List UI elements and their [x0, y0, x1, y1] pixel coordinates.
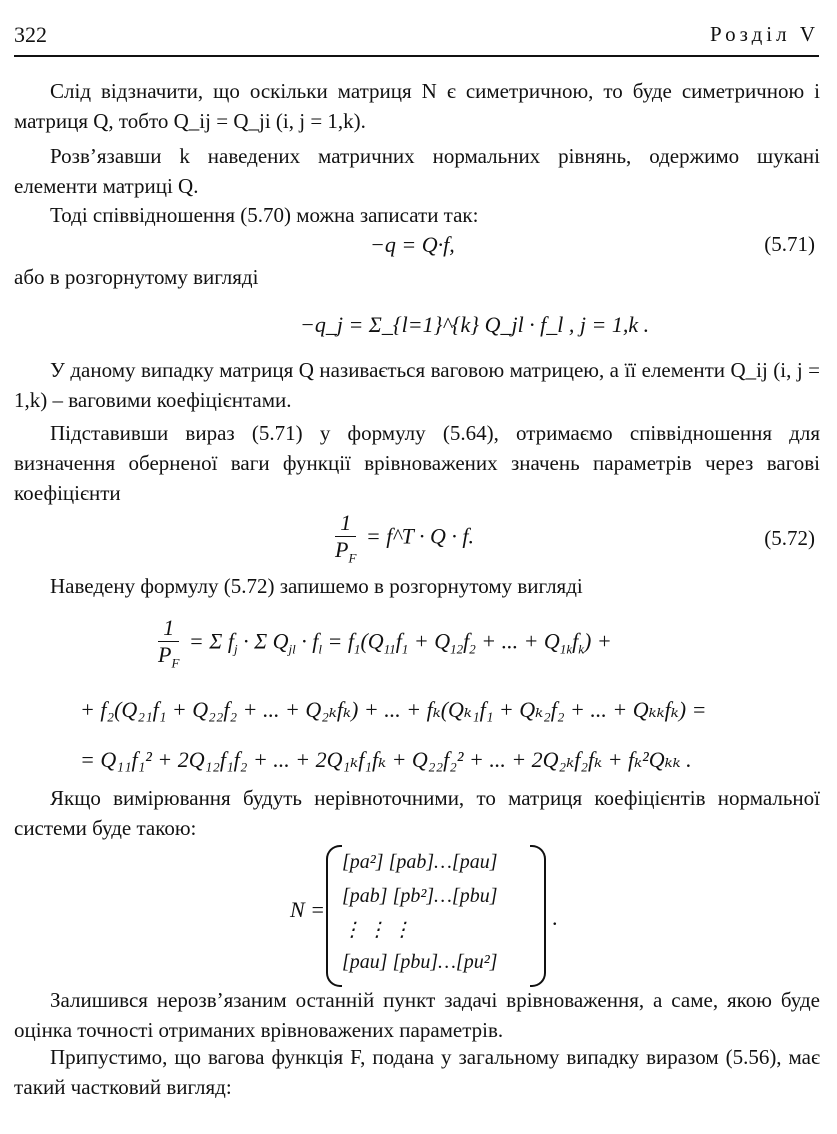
section-title: Розділ V [710, 22, 819, 46]
matrix-right-paren [530, 845, 546, 987]
paragraph-substitution: Підставивши вираз (5.71) у формулу (5.64), отримаємо співвідношення для визначення оберненої ваги функції врівноважених значень параметрів через вагові коефіцієнти [14, 421, 820, 505]
equation-expanded-sum: −q_j = Σ_{l=1}^{k} Q_jl · f_l , j = 1,k . [300, 312, 650, 337]
paragraph-symmetry: Слід відзначити, що оскільки матриця N є симетричною, то буде симетричною і матриця Q, тобто Q_ij = Q_ji (i, j = 1,k). [14, 79, 820, 133]
equation-expanded-line1: $\frac{1}{P_F}$ = Σ $f_j \cdot \Sigma$ $Q_{jl} \cdot f_l = f_1(Q_{11}f_1 + Q_{12}f_2$ + ... + $Q_{1k}f_k$) + [158, 615, 612, 671]
paragraph-expanded-572: Наведену формулу (5.72) запишемо в розгорнутому вигляді [50, 574, 583, 598]
matrix-row-2: [pab] [pb²]…[pbu] [342, 885, 498, 907]
paragraph-weight-function: Припустимо, що вагова функція F, подана у загальному випадку виразом (5.56), має такий частковий вигляд: [14, 1045, 820, 1099]
equation-5-72-rhs: = f^T · Q · f. [365, 523, 474, 549]
equation-expanded-line3: = Q₁₁f₁² + 2Q₁₂f₁f₂ + ... + 2Q₁ₖf₁fₖ + Q₂₂f₂² + ... + 2Q₂ₖf₂fₖ + fₖ²Qₖₖ . [80, 747, 692, 772]
equation-expanded-line2: + f₂(Q₂₁f₁ + Q₂₂f₂ + ... + Q₂ₖfₖ) + ... + fₖ(Qₖ₁f₁ + Qₖ₂f₂ + ... + Qₖₖfₖ) = [80, 697, 707, 722]
equation-number-5-72: (5.72) [764, 526, 815, 550]
matrix-row-4: [pau] [pbu]…[pu²] [342, 951, 498, 973]
equation-5-72 [335, 510, 474, 566]
paragraph-relation: Тоді співвідношення (5.70) можна записати так: [50, 203, 479, 227]
matrix-label: N = [290, 897, 326, 922]
equation-number-5-71: (5.71) [764, 232, 815, 256]
paragraph-expanded-form: або в розгорнутому вигляді [14, 265, 259, 289]
matrix-row-3: ⋮ ⋮ ⋮ [342, 919, 412, 941]
matrix-period: . [552, 905, 558, 930]
paragraph-unequal-precision: Якщо вимірювання будуть нерівноточними, то матриця коефіцієнтів нормальної системи буде такою: [14, 786, 820, 840]
paragraph-weight-matrix: У даному випадку матриця Q називається ваговою матрицею, а її елементи Q_ij (i, j = 1,k) – ваговими коефіцієнтами. [14, 358, 820, 412]
matrix-row-1: [pa²] [pab]…[pau] [342, 851, 498, 873]
paragraph-remaining-step: Залишився нерозв’язаним останній пункт задачі врівноваження, а саме, якою буде оцінка точності отриманих врівноважених параметрів. [14, 988, 820, 1042]
matrix-left-paren [326, 845, 342, 987]
page-number: 322 [14, 22, 47, 47]
equation-5-71: −q = Q·f, [370, 232, 455, 257]
header-rule [14, 55, 819, 57]
fraction-1-over-pf: $\frac{1}{P_F}$ [335, 510, 357, 566]
paragraph-solve: Розв’язавши k наведених матричних нормальних рівнянь, одержимо шукані елементи матриці Q. [14, 144, 820, 198]
